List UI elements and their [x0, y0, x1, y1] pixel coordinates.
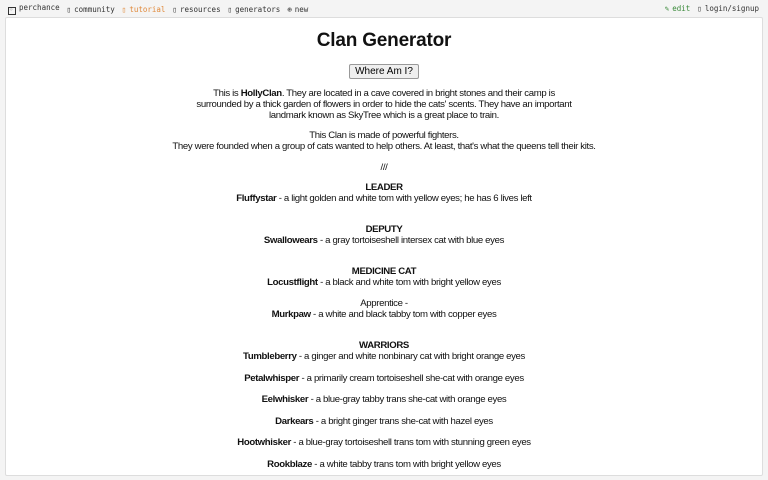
community-icon: ▯	[66, 4, 72, 14]
clan-description: This is HollyClan. They are located in a cave covered in bright stones and their camp is surrounded by a thick garden of flowers in order to hide the cats' scents. They have an important landmark known as SkyTree which is a great place to train.	[196, 88, 572, 121]
list-item: Murkpaw - a white and black tabby tom with copper eyes	[271, 309, 497, 320]
nav-edit[interactable]: ✎ edit	[664, 4, 691, 13]
nav-login[interactable]: ▯ login/signup	[697, 4, 759, 13]
list-item: Hootwhisker - a blue-gray tortoiseshell trans tom with stunning green eyes	[237, 437, 531, 449]
resources-icon: ▯	[172, 4, 177, 14]
list-item: Swallowears - a gray tortoiseshell intersex cat with blue eyes	[263, 235, 505, 246]
clan-traits: This Clan is made of powerful fighters. They were founded when a group of cats wanted to help others. At least, that's what the queens tell their kits.	[172, 130, 596, 152]
generator-output	[5, 17, 763, 476]
nav-generators[interactable]: ▯ generators	[227, 4, 281, 14]
list-item: Darkears - a bright ginger trans she-cat with hazel eyes	[275, 415, 493, 427]
leader-section: LEADER Fluffystar - a light golden and white tom with yellow eyes; he has 6 lives left	[6, 182, 762, 204]
dice-icon: ⁘	[8, 7, 16, 15]
top-nav	[0, 0, 768, 17]
nav-resources[interactable]: ▯ resources	[172, 4, 221, 14]
separator: ///	[380, 162, 388, 173]
tutorial-icon: ▯	[121, 4, 127, 14]
page-title: Clan Generator	[316, 30, 452, 51]
list-item: Petalwhisper - a primarily cream tortoiseshell she-cat with orange eyes	[244, 372, 524, 384]
where-am-i-button[interactable]: Where Am I?	[349, 64, 419, 79]
medicine-cat-section: MEDICINE CAT Locustflight - a black and white tom with bright yellow eyes Apprentice - Murkpaw - a white and black tabby tom with copper eyes	[6, 266, 762, 320]
generators-icon: ▯	[227, 4, 233, 14]
list-item: Tumbleberry - a ginger and white nonbinary cat with bright orange eyes	[243, 351, 525, 362]
plus-circle-icon: ⊕	[287, 4, 292, 14]
login-icon: ▯	[697, 4, 702, 13]
edit-icon: ✎	[664, 4, 670, 13]
list-item: Locustflight - a black and white tom with bright yellow eyes	[267, 277, 501, 288]
clan-name: HollyClan	[240, 88, 282, 99]
warriors-section: WARRIORS Tumbleberry - a ginger and white nonbinary cat with bright orange eyes Petalwhisper - a primarily cream tortoiseshell she-cat with orange eyes Eelwhisker - a blue-gray tabby trans she-cat with orange eyes Darkears - a bright ginger trans she-cat with hazel eyes Hootwhisker - a blue-gray tortoiseshell trans tom with stunning green eyes Rookblaze - a white tabby trans tom with bright yellow eyes	[6, 340, 762, 470]
deputy-section: DEPUTY Swallowears - a gray tortoiseshell intersex cat with blue eyes	[6, 224, 762, 246]
nav-perchance[interactable]: ⁘ perchance	[9, 3, 60, 13]
list-item: Eelwhisker - a blue-gray tabby trans she-cat with orange eyes	[261, 394, 507, 406]
nav-community[interactable]: ▯ community	[66, 4, 115, 14]
nav-new[interactable]: ⊕ new	[287, 4, 309, 14]
nav-tutorial[interactable]: ▯ tutorial	[121, 4, 166, 14]
list-item: Fluffystar - a light golden and white tom with yellow eyes; he has 6 lives left	[236, 193, 532, 204]
list-item: Rookblaze - a white tabby trans tom with bright yellow eyes	[267, 458, 501, 470]
